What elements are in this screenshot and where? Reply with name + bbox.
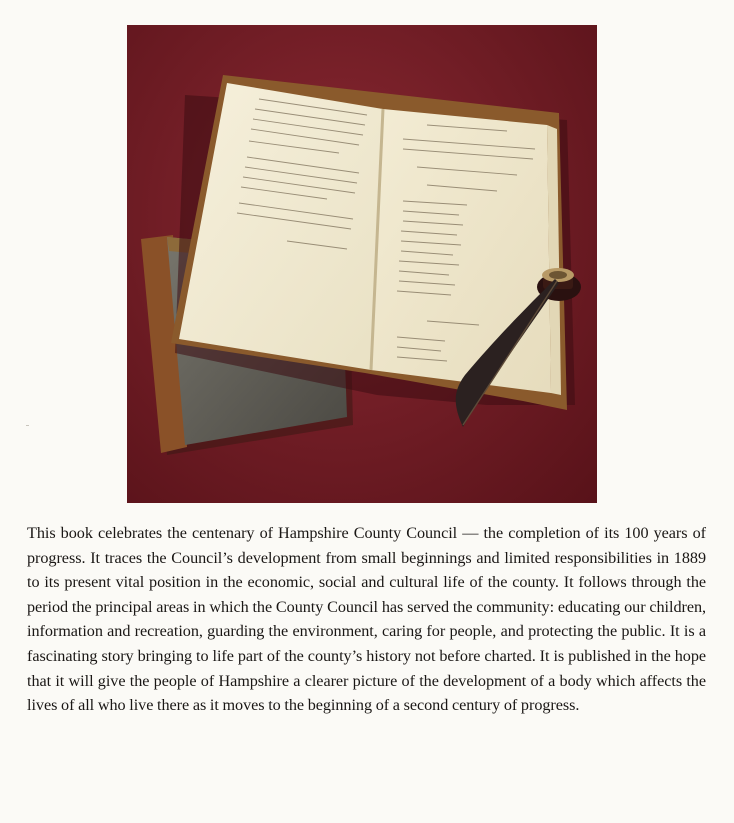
- photograph-minute-book: [127, 25, 597, 503]
- scan-speck: [26, 425, 29, 426]
- book-description-paragraph: This book celebrates the centenary of Hampshire County Council — the completion of its 100 years of progress. It traces the Council’s development from small beginnings and limited responsibilities in 1889 to its present vital position in the economic, social and cultural life of the county. It follows through the period the principal areas in which the County Council has served the community: educating our children, information and recreation, guarding the environment, caring for people, and protecting the public. It is a fascinating story bringing to life part of the county’s history not before charted. It is published in the hope that it will give the people of Hampshire a clearer picture of the development of a body which affects the lives of all who live there as it moves to the beginning of a second century of progress.: [27, 524, 706, 715]
